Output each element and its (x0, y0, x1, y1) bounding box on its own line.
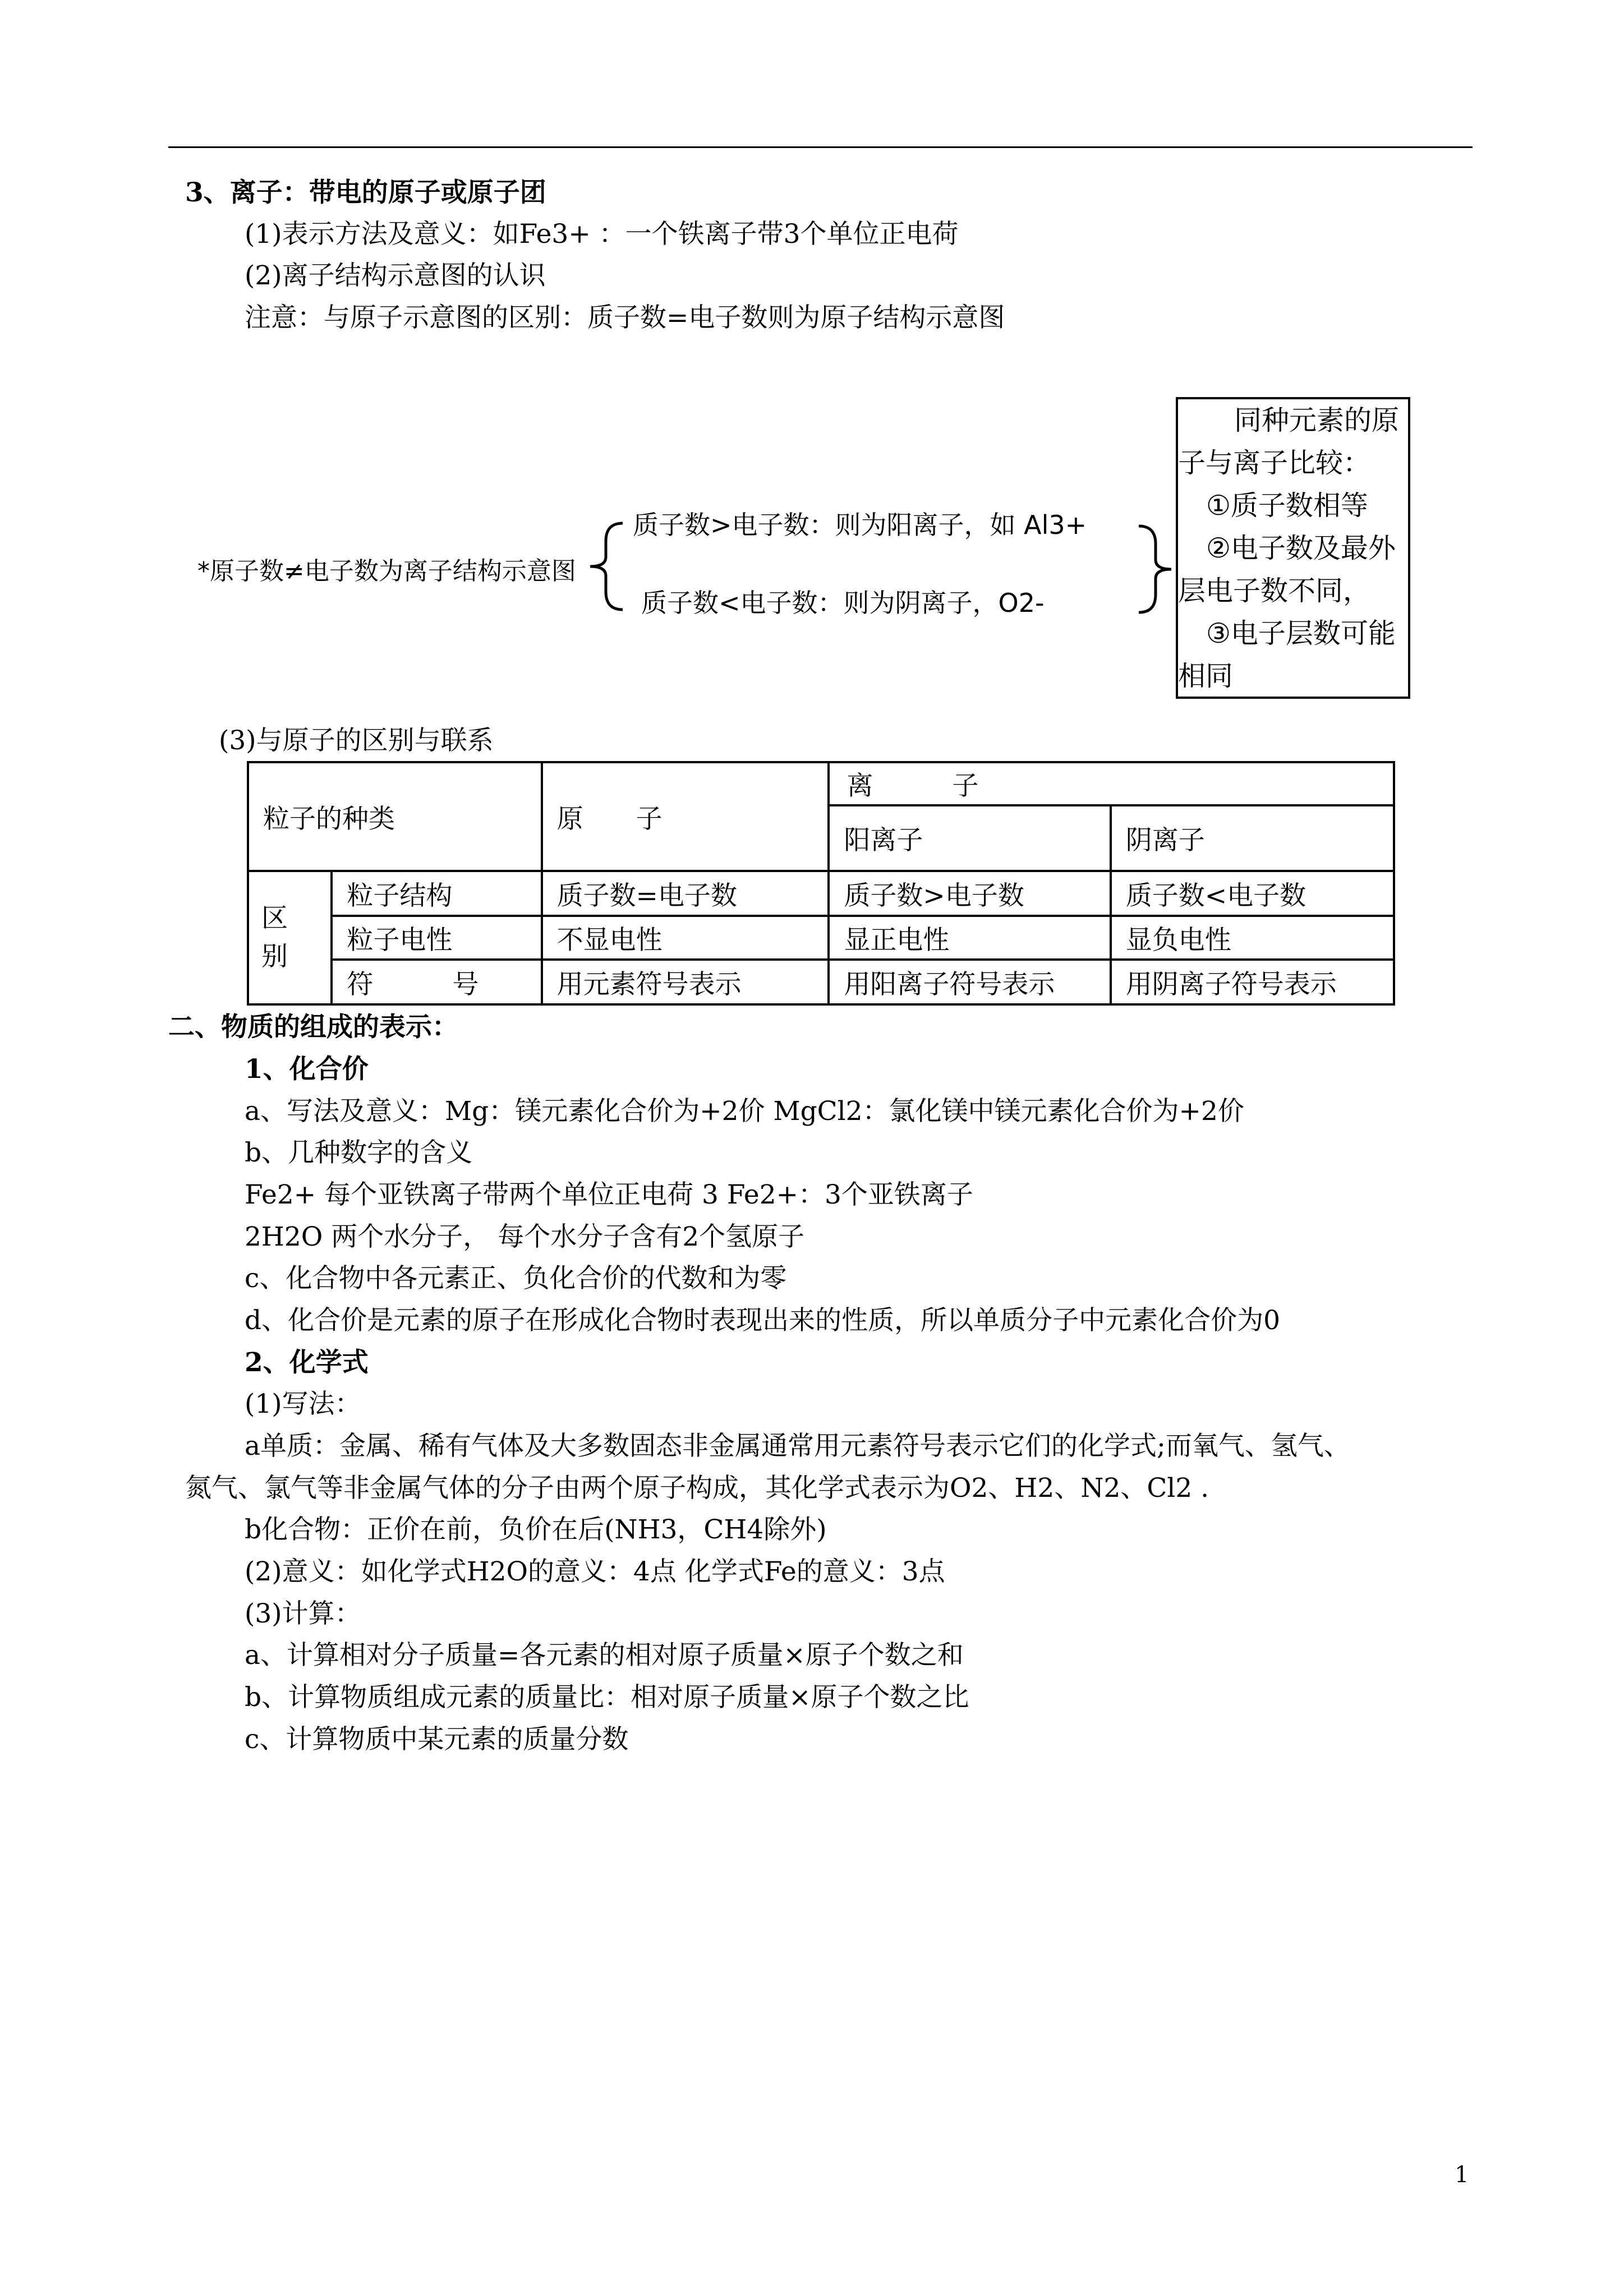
diagram-branch-cation: 质子数>电子数：则为阳离子，如 Al3+ (633, 510, 1087, 540)
table-row-label: 粒子电性 (332, 916, 541, 960)
formula-b: b化合物：正价在前，负价在后(NH3，CH4除外) (245, 1514, 827, 1545)
header-cation: 阳离子 (829, 805, 1110, 871)
subsection-atom-ion-diff: (3)与原子的区别与联系 (219, 725, 494, 756)
formula-calc: (3)计算： (245, 1598, 361, 1629)
valence-a: a、写法及意义：Mg：镁元素化合价为+2价 MgCl2：氯化镁中镁元素化合价为+2价 (245, 1096, 1244, 1127)
diagram-branch-anion: 质子数<电子数：则为阴离子，O2- (641, 588, 1045, 618)
valence-b2: 2H2O 两个水分子， 每个水分子含有2个氢原子 (245, 1221, 805, 1252)
diff-label-1: 区 (261, 902, 288, 934)
diagram-left-label (197, 559, 576, 584)
diagram-left-label-text: *原子数≠电子数为离子结构示意图 (197, 557, 576, 585)
header-particle-kind: 粒子的种类 (248, 762, 542, 871)
compare-line-7: 相同 (1178, 660, 1234, 692)
header-atom: 原 子 (542, 762, 829, 871)
valence-d: d、化合价是元素的原子在形成化合物时表现出来的性质，所以单质分子中元素化合价为0 (245, 1305, 1280, 1336)
table-cell-anion: 质子数<电子数 (1111, 871, 1394, 916)
formula-calc-c: c、计算物质中某元素的质量分数 (245, 1724, 629, 1755)
paragraph-ion-structure: (2)离子结构示意图的认识 (245, 260, 546, 291)
atom-ion-comparison-table (247, 761, 1395, 1006)
table-cell-cation: 质子数>电子数 (829, 871, 1110, 916)
compare-line-6: ③电子层数可能 (1206, 617, 1396, 649)
header-rule (168, 146, 1473, 148)
paragraph-notation: (1)表示方法及意义：如Fe3+ ：一个铁离子带3个单位正电荷 (245, 219, 959, 250)
valence-b: b、几种数字的含义 (245, 1137, 473, 1168)
formula-heading: 2、化学式 (245, 1347, 369, 1378)
page-number: 1 (1455, 2162, 1469, 2188)
compare-line-4: ②电子数及最外 (1206, 532, 1396, 564)
compare-line-2: 子与离子比较： (1178, 447, 1371, 479)
table-cell-cation: 显正电性 (829, 916, 1110, 960)
formula-a-line1: a单质：金属、稀有气体及大多数固态非金属通常用元素符号表示它们的化学式;而氧气、氢气、 (245, 1431, 1350, 1461)
formula-calc-a: a、计算相对分子质量=各元素的相对原子质量×原子个数之和 (245, 1640, 964, 1671)
table-cell-atom: 不显电性 (542, 916, 829, 960)
paragraph-note: 注意：与原子示意图的区别：质子数=电子数则为原子结构示意图 (245, 302, 1005, 333)
compare-line-1: 同种元素的原 (1234, 404, 1400, 436)
diff-label-cell (248, 871, 332, 1004)
header-anion: 阴离子 (1111, 805, 1394, 871)
formula-write: (1)写法： (245, 1389, 361, 1419)
section-heading-ions: 3、离子：带电的原子或原子团 (185, 177, 546, 208)
table-cell-anion: 用阴离子符号表示 (1111, 960, 1394, 1004)
table-cell-atom: 用元素符号表示 (542, 960, 829, 1004)
diff-label-2: 别 (261, 941, 288, 972)
valence-b1: Fe2+ 每个亚铁离子带两个单位正电荷 3 Fe2+：3个亚铁离子 (245, 1179, 973, 1210)
valence-heading: 1、化合价 (245, 1054, 369, 1085)
table-cell-anion: 显负电性 (1111, 916, 1394, 960)
valence-c: c、化合物中各元素正、负化合价的代数和为零 (245, 1263, 787, 1294)
table-row-label: 符 号 (332, 960, 541, 1004)
formula-calc-b: b、计算物质组成元素的质量比：相对原子质量×原子个数之比 (245, 1682, 969, 1713)
right-brace-icon (1133, 522, 1178, 617)
table-cell-cation: 用阳离子符号表示 (829, 960, 1110, 1004)
left-brace-icon (583, 519, 628, 614)
table-row-label: 粒子结构 (332, 871, 541, 916)
formula-a-line2: 氮气、氯气等非金属气体的分子由两个原子构成，其化学式表示为O2、H2、N2、Cl2 . (185, 1473, 1209, 1504)
table-cell-atom: 质子数=电子数 (542, 871, 829, 916)
part2-heading: 二、物质的组成的表示： (168, 1012, 458, 1043)
header-ion: 离 子 (829, 762, 1394, 805)
compare-line-5: 层电子数不同， (1178, 575, 1371, 607)
formula-meaning: (2)意义：如化学式H2O的意义：4点 化学式Fe的意义：3点 (245, 1556, 945, 1587)
compare-line-3: ①质子数相等 (1206, 490, 1368, 522)
